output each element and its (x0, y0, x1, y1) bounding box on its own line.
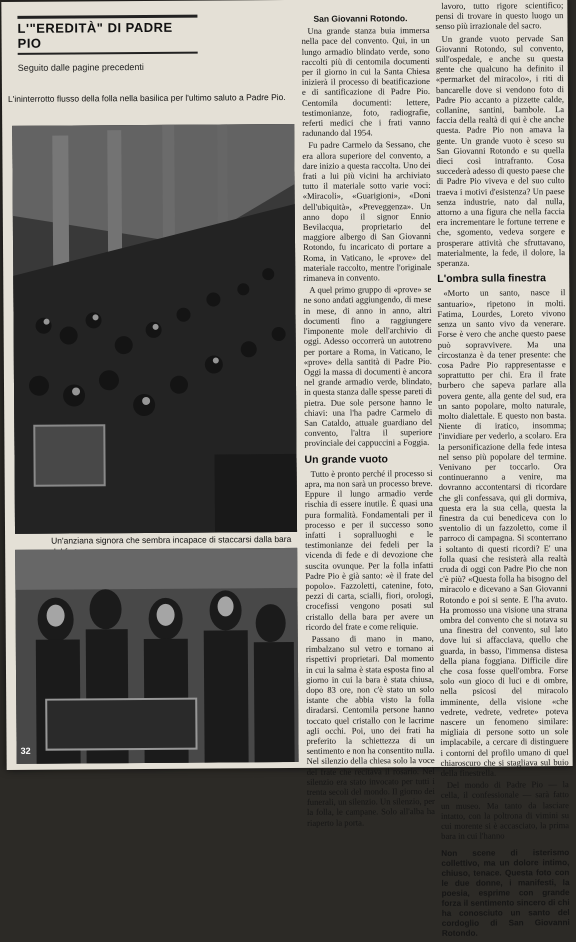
title-block (17, 15, 197, 55)
magazine-page (1, 0, 572, 939)
crowd-basilica-illustration (12, 124, 297, 534)
paragraph: A quel primo gruppo di «prove» se ne sono andati aggiungendo, di mese in mese, di anno in anno, altri documenti fino a raggiungere l'imponente mole dell'archivio di oggi. Adesso occorrerà un autotreno per portare a Roma, in Vaticano, le «prove» della santità di Padre Pio. Oggi la massa di documenti è ancora nel grande armadio verde, blindato, in questa stanza dalle spesse pareti di pietra. Due sole persone hanno le chiavi: una l'ha padre Carmelo di San Cataldo, attuale guardiano del convento, l'altra il superiore provinciale dei cappuccini a Foggia. (303, 284, 433, 449)
right-column (435, 0, 570, 939)
paragraph: Una grande stanza buia immersa nella pace del convento. Qui, in un lungo armadio blindato verde, sono raccolti più di centomila documenti per il giorno in cui la Santa Chiesa inizierà il processo di beatificazione e di santificazione di Padre Pio. Centomila documenti: lettere, testimonianze, foto, radiografie, referti medici che i frati vanno radunando dal 1954. (301, 25, 431, 139)
dateline: San Giovanni Rotondo. (313, 13, 408, 24)
paragraph: Un grande vuoto pervade San Giovanni Rotondo, sul convento, sull'ospedale, e anche su questa gente che qualcuno ha definito il «permarket del miracolo», i riti di bancarelle dove si vendono foto di Padre Pio accanto a pizzette calde, collanine, santini, bambole. La faccia della realtà di qui è che anche questa. Padre Pio non amava la gente. Un grande vuoto è sceso su San Giovanni Rotondo e su quella dieci così intrafranto. Cosa succederà adesso di questo paese che di Padre Pio viveva e del suo culto traeva i motivi d'esistenza? Un paese senza industrie, nato dal nulla, attorno a una figura che nella faccia era incrementare le fortune terrene e che, sgomento, vedeva sorgere e prosperare attività che sfruttavano, materialmente, la fede, il dolore, la speranza. (435, 32, 566, 269)
section-heading-ombra-finestra: L'ombra sulla finestra (437, 272, 547, 286)
paragraph: «Morto un santo, nasce il santuario», ripetono in molti. Fatima, Lourdes, Loreto vivono senza un santo vivo da venerare. Forse è vero che anche questo paese può sopravvivere. Ma una circostanza è da tener presente: che cosa Padre Pio rappresentasse e soprattutto per chi. Era il frate burbero che sapeva parlare alla povera gente, alla gente del sud, era un santo popolare, molto naturale, molto dialettale. E questo non basta. Niente di iratico, insomma; l'invidiare per vederlo, a scolaro. Era la personificazione della fede intesa nel senso più popolare del termine. Venivano per toccarlo. Ora continueranno a venire, ma dovranno accontentarsi di ricordare che gli confessava, qui gli dormiva, questa era la sua cella, questa la finestra da cui benediceva con lo sventolio di un fazzoletto, come il parroco di campagna. Si sconterrano i soltanto di questi ricordi? E' una folla quasi che resisterà alla realtà cruda di oggi con Padre Pio che non c'è più? «Questa folla ha bisogno del miracolo e dicevano a San Giovanni Rotondo e poi si sente. E l'ha avuto. Ha promosso una visione una strana ombra del convento che si notava su una finestra del convento, sul lato dove lui si affacciava, quello che guarda, in basso, l'immensa distesa della piana foggiana. Difficile dire che cosa fosse quell'ombra. Forse solo «un gioco di luci e di ombre, nella psicosi del miracolo imminente, della visione «che vedrete, vedrete, vedrete» poteva nascere un fenomeno similare: migliaia di persone sotto un sole implacabile, a cercare di distinguere i contorni del profilo umano di quel chiaroscuro che si stagliava sul buio della finestrella. (437, 287, 569, 778)
article-subtitle: Seguito dalle pagine precedenti (17, 61, 144, 73)
paragraph: Passano di mano in mano, rimbalzano sul vetro e tornano ai rispettivi proprietari. Dal momento in cui la salma è stata esposta fino al giorno in cui la bara è stata chiusa, dopo 83 ore, non c'è stato un solo istante che abbia visto la folla diradarsi. Centomila persone hanno toccato quel cristallo con le lacrime agli occhi. Poi, uno dei frati ha preferito la schiettezza di un sentimento e non ha consentito nulla. Nel silenzio della chiesa solo la voce del frate che recitava il rosario. Nel silenzio era stato invocato per tutti i trenta secoli del mondo. Il giorno dei funerali, un silenzio. Un silenzio, per la folla, le campane. Solo all'alba ha riaperto la porta. (305, 632, 436, 828)
middle-column (301, 13, 436, 828)
mourners-illustration (15, 548, 298, 764)
paragraph: Del mondo di Padre Pio — la cella, il confessionale — sarà fatto un museo. Ma tanto da lasciare intatto, con la poltrona di vimini su cui morente si è accasciato, la prima bara in cui l'hanno (440, 779, 570, 842)
photo-caption-middle: Un'anziana signora che sembra incapace di staccarsi dalla bara (51, 533, 292, 546)
paragraph: Fu padre Carmelo da Sessano, che era allora superiore del convento, a dare inizio a questa raccolta. Uno dei frati a lui più vicini ha archiviato tutto il materiale sotto varie voci: «Miracoli», «Guarigioni», «Doni dell'ubiquità», «Preveggenza». Un anno dopo il signor Ennio Bevilacqua, proprietario del maggiore albergo di San Giovanni Rotondo, fu incaricato di portare a Roma, in Vaticano, le «prove» del materiale raccolto, mentre l'originale rimaneva in convento. (302, 139, 432, 283)
paragraph: lavoro, tutto rigore scientifico; pensi di trovare in questo luogo un senso più irrazionale del sacro. (435, 0, 564, 32)
article-title: L'"EREDITÀ" DI PADRE PIO (17, 19, 173, 51)
page-number: 32 (20, 745, 31, 756)
photo-caption-top: L'ininterrotto flusso della folla nella basilica per l'ultimo saluto a Padre Pio. (7, 92, 286, 104)
mourners-coffin-photo (15, 548, 298, 764)
left-column (11, 14, 295, 73)
photo-caption-right: Non scene di isterismo collettivo, ma un dolore intimo, chiuso, tenace. Questa foto con le due donne, i manifesti, la poesia, esprime con grande forza il sentimento sincero di chi ha conosciuto un santo del cordoglio di San Giovanni Rotondo. (441, 848, 570, 939)
paragraph: Tutto è pronto perché il processo si apra, ma non sarà un processo breve. Eppure il lungo armadio verde rischia di essere inutile. È quasi una pura formalità. Fondamentali per il processo e per il successo sono infatti i sopralluoghi e le testimonianze dei fedeli per la vicenda di fede e di devozione che suscita ovunque. Per la folla infatti Padre Pio è già santo: «è il frate del popolo». Fazzoletti, catenine, foto, pezzi di carta, scialli, fiori, orologi, crocefissi vengono posati sul cristallo della bara per avere un ricordo del frate e come reliquie. (304, 467, 434, 632)
crowd-basilica-photo (12, 124, 297, 534)
section-heading-un-grande-vuoto: Un grande vuoto (304, 452, 388, 466)
